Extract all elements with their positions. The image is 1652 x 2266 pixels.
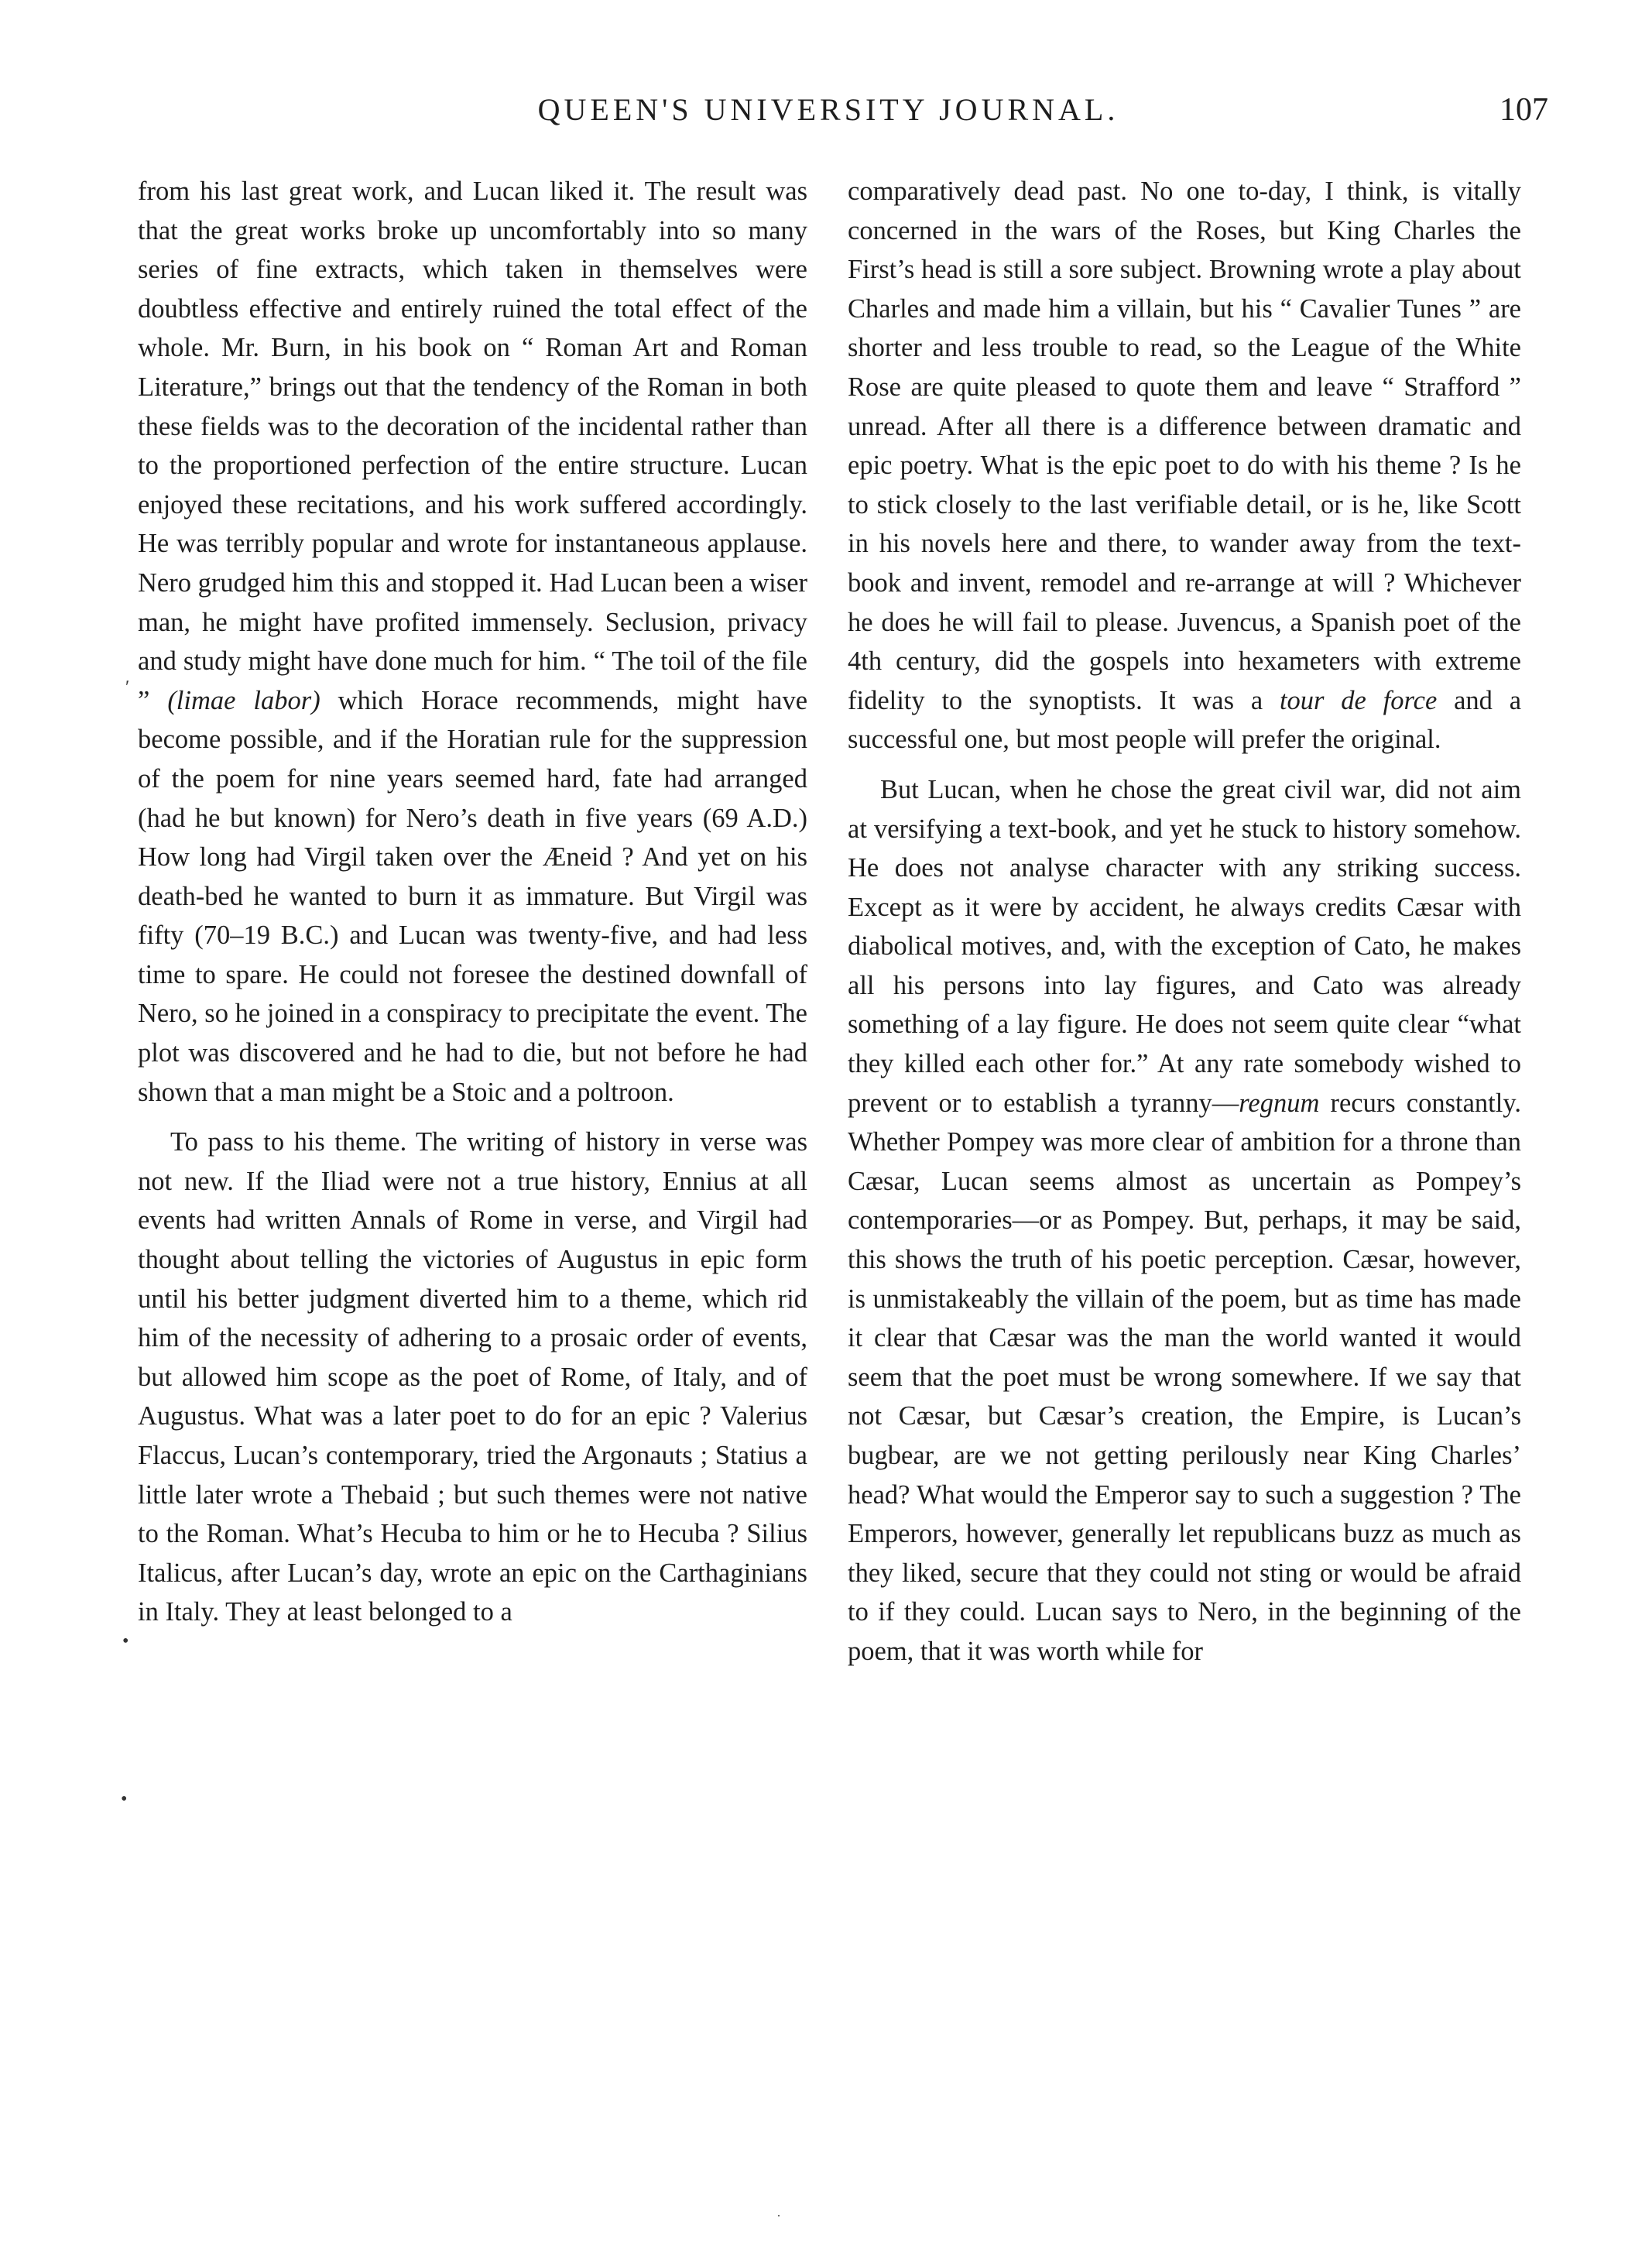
left-p1-text-a: from his last great work, and Lucan liked it. The result was that the great works broke up uncomfortably into so many series of fine extracts, which taken in themselves were doubtless effective and entirely ruined the total effect of the whole. Mr. Burn, in his book on “ Roman Art and Roman Literature,” brings out that the tendency of the Roman in both these fields was to the decoration of the incidental rather than to the proportioned perfection of the entire structure. Lucan enjoyed these recitations, and his work suffered accordingly. He was terribly popular and wrote for instantaneous applause. Nero grudged him this and stopped it. Had Lucan been a wiser man, he might have profited immensely. Seclusion, privacy and study might have done much for him. “ The toil of the file ” <box>138 177 807 715</box>
left-p1-italic-phrase: (limae labor) <box>167 685 320 715</box>
right-p1-italic-phrase: tour de force <box>1279 685 1438 715</box>
right-paragraph-1 <box>848 172 1521 759</box>
journal-title: QUEEN'S UNIVERSITY JOURNAL. <box>537 92 1119 127</box>
page-speck: · <box>776 2208 781 2223</box>
running-head <box>0 91 1652 138</box>
page-number: 107 <box>1499 92 1548 128</box>
right-p1-text-a: comparatively dead past. No one to-day, I think, is vitally concerned in the wars of the Roses, but King Charles the First’s head is still a sore subject. Browning wrote a play about Charles and made him a villain, but his “ Cavalier Tunes ” are shorter and less trouble to read, so the League of the White Rose are quite pleased to quote them and leave “ Strafford ” unread. After all there is a difference between dramatic and epic poetry. What is the epic poet to do with his theme ? Is he to stick closely to the last verifiable detail, or is he, like Scott in his novels here and there, to wander away from the text-book and invent, remodel and re-arrange at will ? Whichever he does he will fail to please. Juvencus, a Spanish poet of the 4th century, did the gospels into hexameters with extreme fidelity to the synoptists. It was a <box>848 177 1521 715</box>
right-paragraph-2 <box>848 770 1521 1671</box>
left-paragraph-2: To pass to his theme. The writing of history in verse was not new. If the Iliad were not a true history, Ennius at all events had written Annals of Rome in verse, and Virgil had thought about telling the victories of Augustus in epic form until his better judgment diverted him to a theme, which rid him of the necessity of adhering to a prosaic order of events, but allowed him scope as the poet of Rome, of Italy, and of Augustus. What was a later poet to do for an epic ? Valerius Flaccus, Lucan’s contemporary, tried the Argonauts ; Statius a little later wrote a Thebaid ; but such themes were not native to the Roman. What’s Hecuba to him or he to Hecuba ? Silius Italicus, after Lucan’s day, wrote an epic on the Carthaginians in Italy. They at least belonged to a <box>138 1127 807 1627</box>
right-p2-italic-word: regnum <box>1239 1088 1320 1118</box>
right-p2-text-a: But Lucan, when he chose the great civil war, did not aim at versifying a text-book, and yet he stuck to history somehow. He does not analyse character with any striking success. Except as it were by accident, he always credits Cæsar with diabolical motives, and, with the exception of Cato, he makes all his persons into lay figures, and Cato was already something of a lay figure. He does not seem quite clear “what they killed each other for.” At any rate somebody wished to prevent or to establish a tyranny— <box>848 774 1521 1118</box>
right-p1-text-b: and a successful one, but most people will prefer the original. <box>848 685 1522 755</box>
margin-speck: ʹ <box>125 677 130 698</box>
margin-speck: • <box>122 1631 129 1651</box>
right-p2-text-b: recurs constantly. Whether Pompey was more clear of ambition for a throne than Cæsar, Lucan seems almost as uncertain as Pompey’s contemporaries—or as Pompey. But, perhaps, it may be said, this shows the truth of his poetic perception. Cæsar, however, is unmistakeably the villain of the poem, but as time has made it clear that Cæsar was the man the world wanted it would seem that the poet must be wrong somewhere. If we say that not Cæsar, but Cæsar’s creation, the Empire, is Lucan’s bugbear, are we not getting perilously near King Charles’ head? What would the Emperor say to such a suggestion ? The Emperors, however, generally let republicans buzz as much as they liked, secure that they could not sting or would be afraid to if they could. Lucan says to Nero, in the beginning of the poem, that it was worth while for <box>848 1088 1521 1666</box>
left-paragraph-1 <box>138 172 807 1112</box>
left-p1-text-b: which Horace recommends, might have become possible, and if the Horatian rule for the suppression of the poem for nine years seemed hard, fate had arranged (had he but known) for Nero’s death in five years (69 A.D.) How long had Virgil taken over the Æneid ? And yet on his death-bed he wanted to burn it as immature. But Virgil was fifty (70–19 B.C.) and Lucan was twenty-five, and had less time to spare. He could not foresee the destined downfall of Nero, so he joined in a conspiracy to precipitate the event. The plot was discovered and he had to die, but not before he had shown that a man might be a Stoic and a poltroon. <box>138 685 808 1107</box>
right-column <box>848 172 1521 1671</box>
margin-speck: • <box>121 1789 128 1809</box>
left-column <box>138 172 807 1632</box>
